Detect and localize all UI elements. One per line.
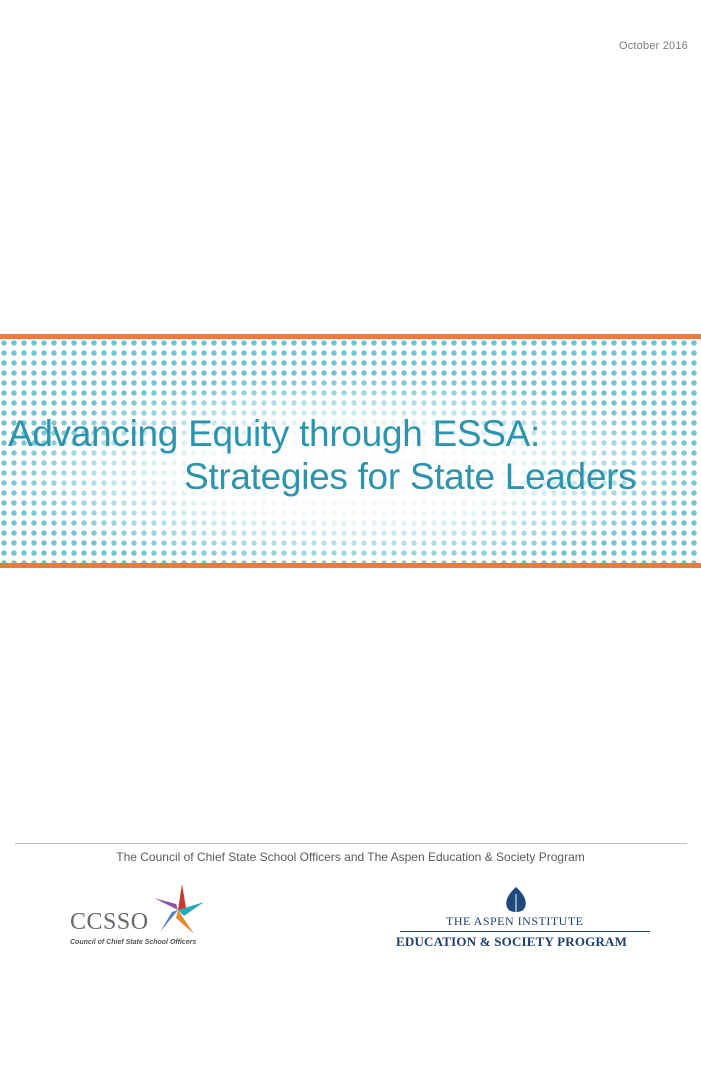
band-bottom-rule bbox=[0, 563, 701, 568]
publication-date: October 2016 bbox=[618, 40, 688, 52]
report-title-line-1: Advancing Equity through ESSA: bbox=[8, 413, 540, 454]
aspen-divider bbox=[400, 931, 650, 932]
publisher-byline: The Council of Chief State School Officers and The Aspen Education & Society Program bbox=[116, 850, 585, 864]
report-title-line-2: Strategies for State Leaders bbox=[184, 456, 637, 497]
ccsso-logo bbox=[70, 880, 230, 950]
footer-divider bbox=[15, 843, 687, 844]
aspen-leaf-icon bbox=[502, 886, 530, 916]
aspen-institute-logo bbox=[396, 886, 650, 950]
star-logo-icon bbox=[148, 880, 208, 940]
ccsso-wordmark: CCSSO bbox=[70, 909, 149, 935]
aspen-program-name: EDUCATION & SOCIETY PROGRAM bbox=[396, 934, 628, 949]
ccsso-subtitle: Council of Chief State School Officers bbox=[70, 939, 197, 946]
aspen-institute-name: THE ASPEN INSTITUTE bbox=[446, 914, 584, 928]
